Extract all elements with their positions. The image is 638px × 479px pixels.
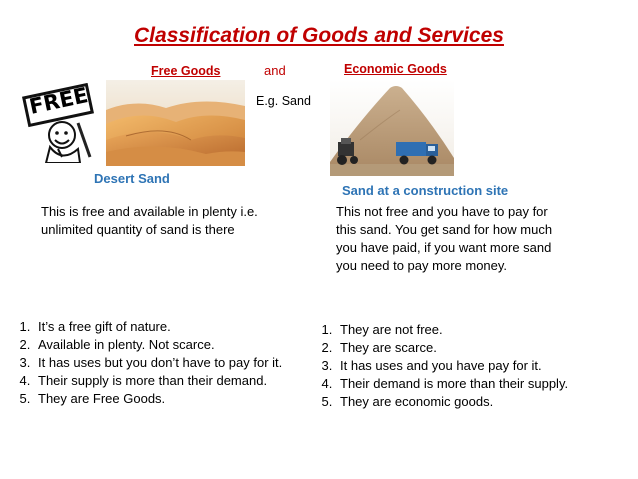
- list-item: 4. Their supply is more than their demand.: [34, 372, 300, 390]
- list-item: 3. It has uses but you don’t have to pay for it.: [34, 354, 300, 372]
- and-connector: and: [264, 63, 286, 78]
- page-title: Classification of Goods and Services: [134, 24, 504, 47]
- example-label: E.g. Sand: [256, 94, 311, 108]
- free-goods-heading: Free Goods: [151, 64, 221, 78]
- economic-goods-points: [312, 321, 622, 411]
- construction-sand-image: [330, 80, 454, 176]
- list-item: 5. They are economic goods.: [336, 393, 622, 411]
- list-item: 5. They are Free Goods.: [34, 390, 300, 408]
- construction-caption: Sand at a construction site: [342, 183, 509, 198]
- list-item: 3. It has uses and you have pay for it.: [336, 357, 622, 375]
- free-goods-description: This is free and available in plenty i.e. unlimited quantity of sand is there: [41, 204, 258, 237]
- desert-sand-image: [106, 80, 245, 166]
- free-goods-points: [10, 318, 300, 408]
- list-item: 1. They are not free.: [336, 321, 622, 339]
- economic-goods-description: This not free and you have to pay for this sand. You get sand for how much you have paid, if you want more sand you need to pay more money.: [336, 204, 553, 273]
- free-sign-text: FREE: [27, 83, 91, 119]
- list-item: 4. Their demand is more than their supply.: [336, 375, 622, 393]
- list-item: 2. Available in plenty. Not scarce.: [34, 336, 300, 354]
- list-item: 1. It’s a free gift of nature.: [34, 318, 300, 336]
- desert-caption: Desert Sand: [94, 171, 170, 186]
- free-sign-image: [20, 83, 102, 163]
- list-item: 2. They are scarce.: [336, 339, 622, 357]
- economic-goods-heading: Economic Goods: [344, 62, 447, 76]
